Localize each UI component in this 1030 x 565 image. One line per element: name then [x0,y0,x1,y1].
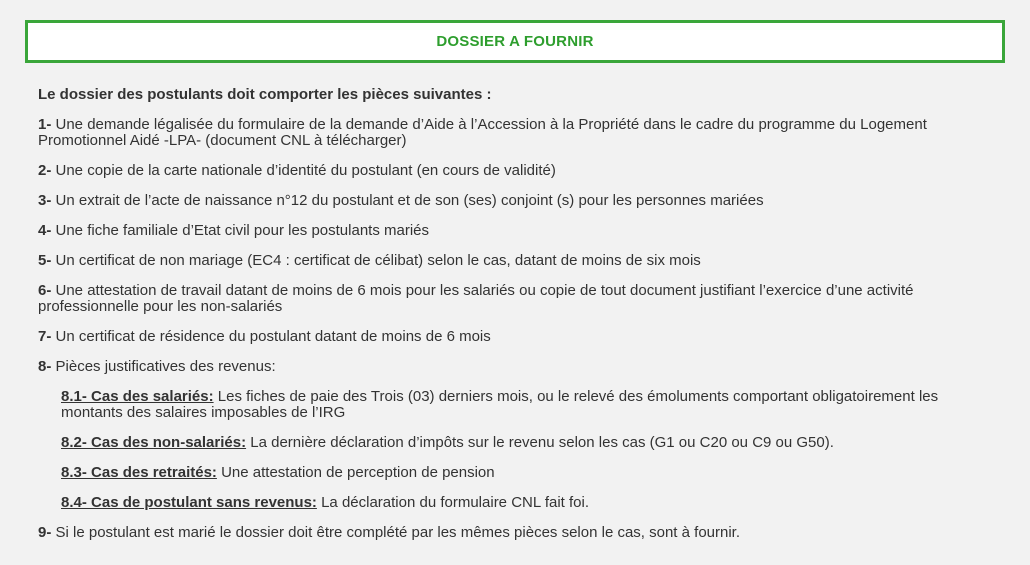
page-title: DOSSIER A FOURNIR [436,33,594,50]
item-number: 4- [38,222,52,239]
item-text: Une attestation de travail datant de moins de 6 mois pour les salariés ou copie de tout document justifiant l’exercice d’une activité professionnelle pour les non-salariés [38,282,914,315]
list-item [38,117,998,149]
sub-list-item [61,389,998,421]
sub-list-item [61,435,998,451]
list-item [38,359,998,375]
item-number: 8- [38,358,52,375]
sub-item-text: La dernière déclaration d’impôts sur le revenu selon les cas (G1 ou C20 ou C9 ou G50). [246,434,834,451]
sub-item-label: 8.1- Cas des salariés: [61,388,214,405]
item-number: 9- [38,524,52,541]
item-number: 6- [38,282,52,299]
item-text: Un extrait de l’acte de naissance n°12 du postulant et de son (ses) conjoint (s) pour les personnes mariées [51,192,764,209]
section-header [25,20,1005,63]
list-item [38,253,998,269]
sub-item-label: 8.2- Cas des non-salariés: [61,434,247,451]
item-number: 2- [38,162,52,179]
item-text: Si le postulant est marié le dossier doit être complété par les mêmes pièces selon le cas, sont à fournir. [51,524,741,541]
sub-item-text: Une attestation de perception de pension [216,464,495,481]
sub-list-item [61,465,998,481]
sub-item-text: Les fiches de paie des Trois (03) derniers mois, ou le relevé des émoluments comportant obligatoirement les montants des salaires imposables de l’IRG [61,388,939,421]
list-item [38,525,998,541]
item-text: Un certificat de résidence du postulant datant de moins de 6 mois [51,328,491,345]
list-item [38,329,998,345]
item-text: Un certificat de non mariage (EC4 : certificat de célibat) selon le cas, datant de moins de six mois [51,252,701,269]
item-text: Une demande légalisée du formulaire de la demande d’Aide à l’Accession à la Propriété dans le cadre du programme du Logement Promotionnel Aidé -LPA- (document CNL à télécharger) [38,116,927,149]
item-text: Une copie de la carte nationale d’identité du postulant (en cours de validité) [51,162,556,179]
item-number: 5- [38,252,52,269]
item-number: 1- [38,116,52,133]
list-item [38,163,998,179]
sub-item-label: 8.3- Cas des retraités: [61,464,217,481]
intro-text: Le dossier des postulants doit comporter les pièces suivantes : [38,86,492,103]
document-body [38,87,998,555]
item-text: Une fiche familiale d’Etat civil pour les postulants mariés [51,222,430,239]
sub-item-text: La déclaration du formulaire CNL fait foi. [316,494,590,511]
item-number: 7- [38,328,52,345]
list-item [38,223,998,239]
item-number: 3- [38,192,52,209]
item-text: Pièces justificatives des revenus: [51,358,276,375]
list-item [38,283,998,315]
sub-item-label: 8.4- Cas de postulant sans revenus: [61,494,317,511]
list-item [38,193,998,209]
sub-list-item [61,495,998,511]
